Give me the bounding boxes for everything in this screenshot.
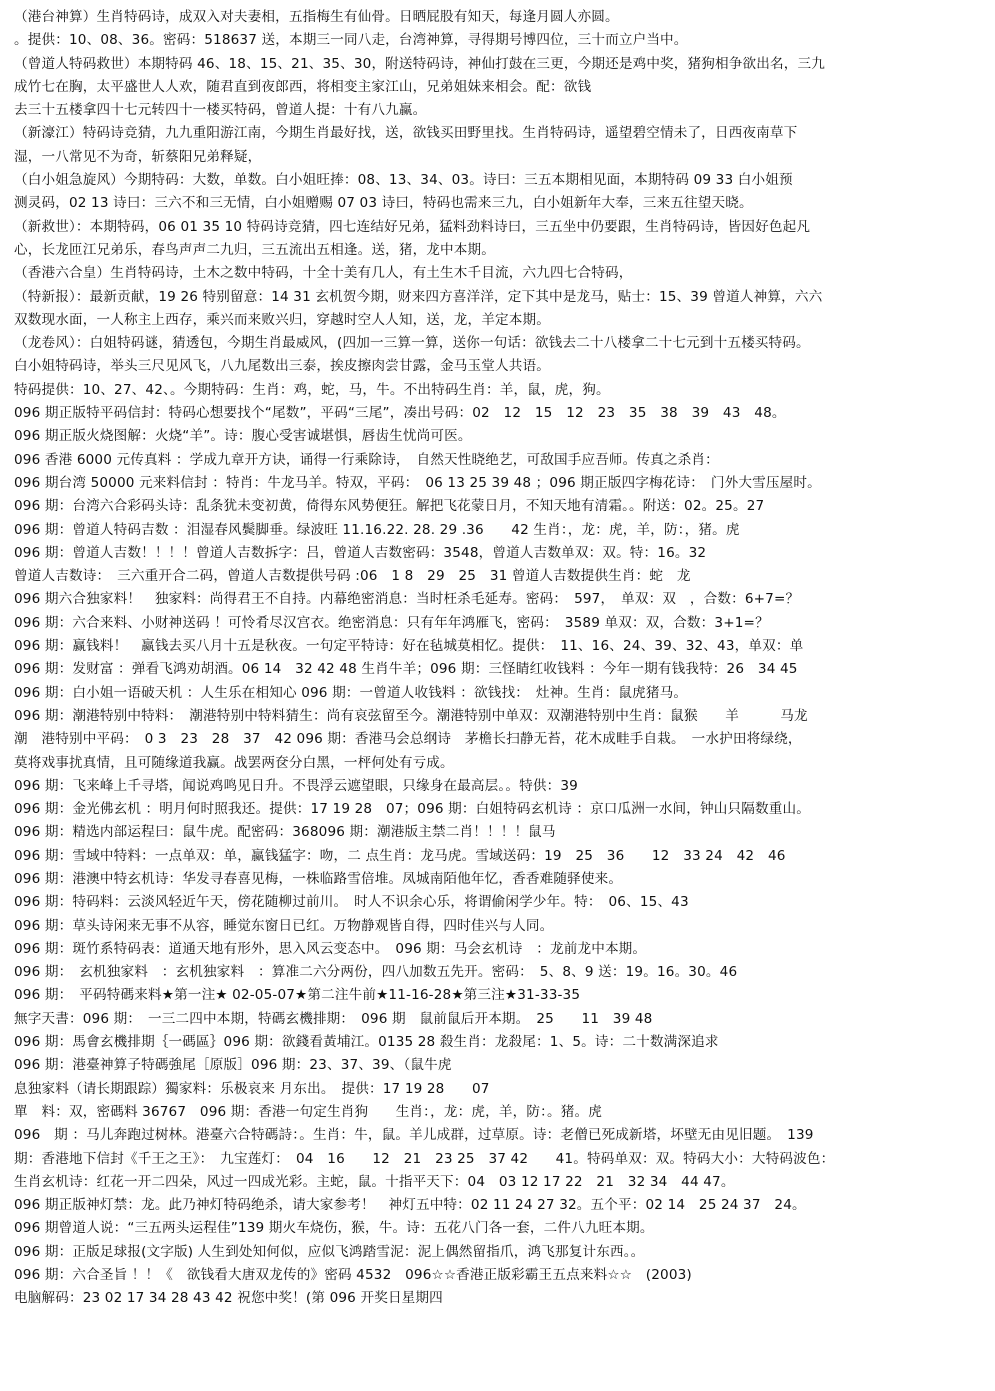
text-line: 心，长龙匝江兄弟乐，春鸟声声二九归，三五流出五相逢。送，猪，龙中本期。 (14, 241, 496, 258)
text-line: （特新报）：最新贡献，19 26 特别留意：14 31 玄机贺今期，财来四方喜洋洋，定下其中是龙马，贴士：15、39 曾道人神算，六六 (14, 288, 823, 305)
text-line: 096 期 ：马儿奔跑过树林。港臺六合特碼詩：。生肖：牛，鼠。羊儿成群，过草原。诗：老僧已死成新塔，坏壁无由见旧题。 139 (14, 1127, 814, 1144)
text-line: 096 期：精选内部运程曰：鼠牛虎。配密码：368096 期：潮港版主禁二肖！！！！鼠马 (14, 824, 556, 841)
text-line: （龙卷风）：白姐特码谜，猜透包，今期生肖最威风，(四加一三算一算，送你一句话：欲钱去二十八楼拿二十七元到十五楼买特码。 (14, 335, 810, 352)
text-line: 096 期：斑竹系特码表：道通天地有形外，思入风云变态中。 096 期：马会玄机诗 ：龙前龙中本期。 (14, 940, 647, 957)
text-line: 096 期：草头诗闲来无事不从容，睡觉东窗日已红。万物静观皆自得，四时佳兴与人同。 (14, 917, 554, 934)
text-line: 096 期：白小姐一语破天机 ：人生乐在相知心 096 期：一曾道人收钱料 ：欲钱找： 灶神。生肖：鼠虎猪马。 (14, 684, 688, 701)
text-line: 湿，一八常见不为奇，斩蔡阳兄弟释疑， (14, 148, 262, 165)
text-line: 096 期：港臺神算子特碼強尾［原版］096 期：23、37、39、（鼠牛虎 (14, 1057, 452, 1074)
text-line: 096 期：台湾六合彩码头诗：乱条犹未变初黄，倚得东风势便狂。解把飞花蒙日月，不知天地有清霜。。附送：02。25。27 (14, 498, 765, 515)
text-line: 096 期：赢钱料！ 赢钱去买八月十五是秋夜。一句定平特诗：好在毡城莫相忆。提供： 11、16、24、39、32、43，单双：单 (14, 638, 804, 655)
text-line: 096 期：特码料：云淡风轻近午天，傍花随柳过前川。 时人不识余心乐，将谓偷闲学少年。特： 06、15、43 (14, 894, 689, 911)
text-line: 096 期：飞来峰上千寻塔，闻说鸡鸣见日升。不畏浮云遮望眼，只缘身在最高层。。特供：39 (14, 777, 578, 794)
text-line: （白小姐急旋风）今期特码：大数，单数。白小姐旺捧：08、13、34、03。诗曰：三五本期相见面，本期特码 09 33 白小姐预 (14, 172, 793, 189)
text-line: 成竹七在胸，太平盛世人人欢，随君直到夜郎西，将相变主家江山，兄弟姐妹来相会。配：欲钱 (14, 78, 592, 95)
text-line: 096 期：馬會玄機排期｛一碼區｝096 期：欲錢看黃埔江。0135 28 殺生肖：龙殺尾：1、5。诗：二十数满深追求 (14, 1034, 719, 1051)
text-line: （港台神算）生肖特码诗，成双入对夫妻相，五指梅生有仙骨。日晒屁股有知天，每逢月圆人亦圆。 (14, 9, 619, 25)
text-line: 096 期：六合来料、小财神送码 ！可怜肴尽汉宫衣。绝密消息：只有年年鸿雁飞，密码： 3589 单双：双，合数：3+1=？ (14, 614, 769, 631)
text-line: 双数现水面，一人称主上西存，乘兴而来败兴归，穿越时空人人知，送，龙，羊定本期。 (14, 311, 551, 328)
text-line: （新濠江）特码诗竞猜，九九重阳游江南，今期生肖最好找，送，欲钱买田野里找。生肖特码诗，遥望碧空情未了，日西夜南草下 (14, 125, 798, 142)
text-line: （香港六合皇）生肖特码诗，土木之数中特码，十全十美有几人，有土生木千目流，六九四七合特码， (14, 265, 633, 282)
text-line: 096 期：港澳中特玄机诗：华发寻春喜见梅，一株临路雪倍堆。凤城南陌他年忆，香香难随驿使来。 (14, 870, 623, 887)
text-line: 096 期：曾道人吉数！！！！曾道人吉数拆字：吕，曾道人吉数密码：3548，曾道人吉数单双：双。特：16。32 (14, 544, 707, 561)
text-line: 曾道人吉数诗： 三六重开合二码，曾道人吉数提供号码 :06 1 8 29 25 31 曾道人吉数提供生肖：蛇 龙 (14, 568, 691, 585)
text-line: 096 期台湾 50000 元来料信封 ：特肖：牛龙马羊。特双，平码： 06 13 25 39 48 ；096 期正版四字梅花诗： 门外大雪压屋时。 (14, 474, 821, 491)
text-line: 096 期正版神灯禁：龙。此乃神灯特码绝杀，请大家参考！ 神灯五中特：02 11 24 27 32。五个平：02 14 25 24 37 24。 (14, 1197, 806, 1214)
text-line: （曾道人特码救世）本期特码 46、18、15、21、35、30，附送特码诗，神仙打鼓在三更，今期还是鸡中奖，猪狗相争欲出名，三九 (14, 55, 825, 72)
text-line: 096 期：六合圣旨 ！！《 欲钱看大唐双龙传的》密码 4532 096☆☆香港正版彩霸王五点来料☆☆ (2003) (14, 1267, 692, 1284)
text-line: 096 期正版火烧图解：火烧“羊”。诗：腹心受害诚堪惧，唇齿生忧尚可医。 (14, 428, 472, 445)
text-line: 096 期： 平码特碼来料★第一注★ 02-05-07★第二注牛前★11-16-28★第三注★31-33-35 (14, 987, 581, 1004)
text-line: 無字天書：096 期： 一三二四中本期，特碼玄機排期： 096 期 鼠前鼠后开本期。 25 11 39 48 (14, 1010, 653, 1027)
text-line: （新救世）：本期特码，06 01 35 10 特码诗竞猜，四七连结好兄弟，猛料劲料诗曰，三五坐中仍要跟，生肖特码诗，皆因好色起凡 (14, 218, 811, 235)
text-line: 电脑解码：23 02 17 34 28 43 42 祝您中奖！(第 096 开奖日星期四 (14, 1290, 443, 1307)
text-line: 特码提供：10、27、42、。今期特码：生肖：鸡，蛇，马，牛。不出特码生肖：羊，鼠，虎，狗。 (14, 381, 610, 398)
text-line: 096 期：正版足球报(文字版) 人生到处知何似，应似飞鸿踏雪泥：泥上偶然留指爪，鸿飞那复计东西。。 (14, 1243, 645, 1260)
text-line: 。提供：10、08、36。密码：518637 送，本期三一同八走，台湾神算，寻得期号博四位，三十而立户当中。 (14, 32, 688, 49)
text-line: 096 期曾道人说：“三五两头运程佳”139 期火车烧伤，猴，牛。诗：五花八门各一套，二件八九旺本期。 (14, 1220, 654, 1237)
text-line: 096 香港 6000 元传真料 ：学成九章开方诀，诵得一行乘除诗， 自然天性晓绝艺，可敌国手应吾师。传真之杀肖： (14, 451, 719, 468)
text-line: 096 期六合独家料！ 独家料：尚得君王不自持。内幕绝密消息：当时枉杀毛延寿。密码： 597， 单双：双 ，合数：6+7=？ (14, 591, 800, 608)
text-line: 生肖玄机诗：红花一开二四朵，风过一四成光彩。主蛇，鼠。十指平天下：04 03 12 17 22 21 32 34 44 47。 (14, 1173, 735, 1190)
text-line: 莫将戏事扰真情，且可随缘道我赢。战罢两奁分白黑，一枰何处有亏成。 (14, 754, 454, 771)
text-line: 096 期正版特平码信封：特码心想要找个“尾数”，平码“三尾”，凑出号码：02 12 15 12 23 35 38 39 43 48。 (14, 405, 786, 422)
text-line: 096 期： 玄机独家料 ：玄机独家料 ：算准二六分两份，四八加数五先开。密码： 5、8、9 送：19。16。30。46 (14, 964, 738, 981)
text-line: 單 料：双，密碼料 36767 096 期：香港一句定生肖狗 生肖：，龙：虎，羊，防：。猪。虎 (14, 1103, 602, 1120)
text-line: 测灵码，02 13 诗曰：三六不和三无情，白小姐赠赐 07 03 诗曰，特码也需来三九，白小姐新年大奉，三来五往望天晓。 (14, 195, 753, 212)
text-line: 096 期：雪域中特料：一点单双：单，赢钱猛字：吻，二 点生肖：龙马虎。雪域送码：19 25 36 12 33 24 42 46 (14, 847, 786, 864)
text-line: 期：香港地下信封《千王之王》： 九宝莲灯： 04 16 12 21 23 25 37 42 41。特码单双：双。特码大小：大特码波色： (14, 1150, 835, 1167)
text-line: 白小姐特码诗，举头三尺见风飞，八九尾数出三泰，挨皮擦肉尝甘露，金马玉堂人共语。 (14, 358, 551, 375)
text-line: 息独家料（请长期跟踪）獨家料：乐极哀来 月东出。 提供：17 19 28 07 (14, 1080, 490, 1097)
text-line: 去三十五楼拿四十七元转四十一楼买特码，曾道人提：十有八九赢。 (14, 102, 427, 119)
text-line: 潮 港特别中平码： 0 3 23 28 37 42 096 期：香港马会总纲诗 茅檐长扫静无苔，花木成畦手自栽。 一水护田将绿绕， (14, 731, 802, 748)
text-line: 096 期：潮港特别中特料： 潮港特别中特料猜生：尚有哀弦留至今。潮港特别中单双：双潮港特别中生肖：鼠猴 羊 马龙 (14, 707, 808, 724)
text-line: 096 期：曾道人特码吉数 ：泪湿春风鬓脚垂。绿波旺 11.16.22. 28. 29 .36 42 生肖：，龙：虎，羊，防：，猪。虎 (14, 521, 740, 538)
text-line: 096 期：发财富 ：弹看飞鸿劝胡酒。06 14 32 42 48 生肖牛羊；096 期：三怪睛红收钱料 ：今年一期有钱我特：26 34 45 (14, 661, 798, 678)
text-line: 096 期：金光佛玄机 ：明月何时照我还。提供：17 19 28 07；096 期：白姐特码玄机诗 ：京口瓜洲一水间，钟山只隔数重山。 (14, 801, 810, 818)
